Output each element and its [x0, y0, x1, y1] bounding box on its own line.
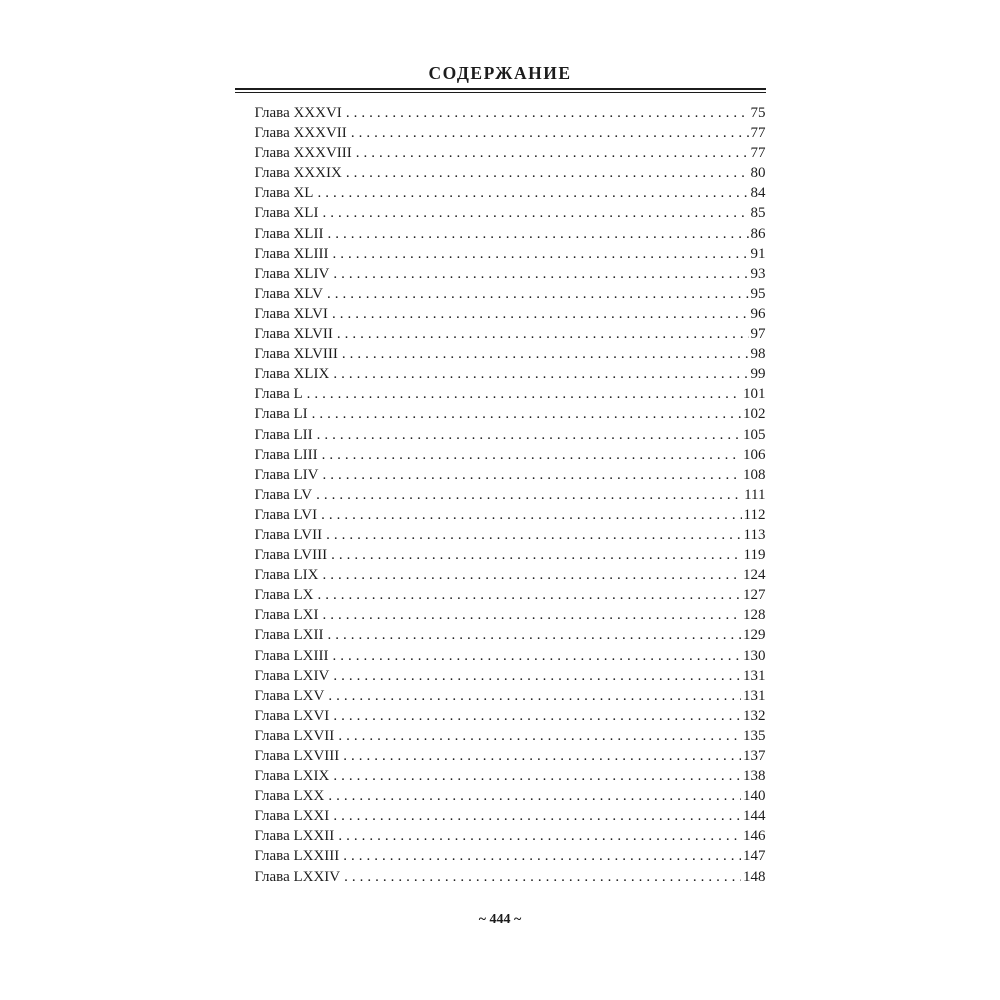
toc-entry — [255, 668, 766, 688]
toc-entry-label: Глава LXIII — [254, 647, 329, 664]
dot-leader — [327, 226, 748, 243]
toc-entry-page-number: 77 — [750, 125, 766, 142]
toc-entry-label: Глава LIII — [254, 446, 318, 463]
toc-entry — [255, 567, 766, 587]
dot-leader — [331, 547, 741, 564]
dot-leader — [356, 145, 749, 162]
toc-entry — [255, 607, 766, 627]
toc-entry — [255, 185, 766, 205]
dot-leader — [322, 447, 741, 464]
folio-page-number: ~ 444 ~ — [478, 911, 522, 927]
toc-entry — [255, 788, 766, 808]
toc-entry-label: Глава XLII — [254, 225, 324, 242]
toc-entry-label: Глава LIX — [254, 567, 319, 584]
toc-entry-page-number: 97 — [750, 326, 766, 343]
toc-entry — [255, 346, 766, 366]
toc-entry — [255, 427, 766, 447]
toc-entry-label: Глава XLVII — [254, 326, 333, 343]
toc-entry — [255, 627, 766, 647]
dot-leader — [317, 185, 748, 202]
toc-entry-label: Глава LI — [254, 406, 308, 423]
dot-leader — [333, 768, 741, 785]
toc-entry-page-number: 95 — [750, 285, 766, 302]
dot-leader — [322, 467, 741, 484]
dot-leader — [332, 306, 749, 323]
toc-entry-label: Глава LXII — [254, 627, 324, 644]
toc-entry-page-number: 80 — [750, 165, 766, 182]
toc-entry — [255, 527, 766, 547]
dot-leader — [346, 165, 749, 182]
dot-leader — [333, 668, 741, 685]
dot-leader — [327, 627, 741, 644]
dot-leader — [333, 366, 748, 383]
toc-entry-label: Глава LIV — [254, 466, 319, 483]
toc-entry-label: Глава LXXII — [254, 828, 335, 845]
toc-entry — [255, 406, 766, 426]
toc-entry — [255, 105, 766, 125]
toc-entry-page-number: 132 — [743, 707, 766, 724]
toc-entry-page-number: 99 — [750, 366, 766, 383]
toc-entry-label: Глава XXXIX — [254, 165, 342, 182]
toc-entry-page-number: 129 — [743, 627, 766, 644]
toc-entry-page-number: 93 — [750, 265, 766, 282]
toc-entry-label: Глава LXXIV — [254, 868, 341, 885]
toc-entry-label: Глава L — [254, 386, 303, 403]
toc-entry-page-number: 102 — [743, 406, 766, 423]
toc-entry — [255, 366, 766, 386]
toc-entry-label: Глава LX — [254, 587, 314, 604]
toc-entry — [255, 266, 766, 286]
toc-entry-page-number: 84 — [750, 185, 766, 202]
toc-entry — [255, 768, 766, 788]
dot-leader — [321, 507, 741, 524]
dot-leader — [317, 427, 741, 444]
toc-entry-label: Глава LVI — [254, 506, 318, 523]
dot-leader — [322, 205, 748, 222]
dot-leader — [343, 848, 741, 865]
toc-entry — [255, 246, 766, 266]
toc-entry-label: Глава XLVIII — [254, 346, 338, 363]
toc-entry — [255, 205, 766, 225]
toc-entry-page-number: 77 — [750, 145, 766, 162]
toc-entry-label: Глава XXXVII — [254, 125, 347, 142]
toc-entry-label: Глава LXXIII — [254, 848, 340, 865]
toc-entry-label: Глава XXXVI — [254, 105, 342, 121]
toc-entry-label: Глава XLVI — [254, 305, 328, 322]
toc-entry — [255, 326, 766, 346]
dot-leader — [328, 788, 741, 805]
toc-entry-label: Глава LXXI — [254, 808, 330, 825]
toc-entry-page-number: 106 — [743, 446, 766, 463]
toc-entry — [255, 708, 766, 728]
toc-entry-label: Глава LXI — [254, 607, 319, 624]
toc-entry-page-number: 127 — [743, 587, 766, 604]
toc-entry — [255, 648, 766, 668]
page-title: СОДЕРЖАНИЕ — [428, 63, 572, 83]
toc-entry-label: Глава XLIII — [254, 245, 329, 262]
toc-entry-page-number: 86 — [750, 225, 766, 242]
toc-entry-label: Глава LXIX — [254, 768, 330, 785]
toc-entry-page-number: 144 — [743, 808, 766, 825]
dot-leader — [351, 125, 749, 142]
dot-leader — [333, 808, 741, 825]
toc-entry — [255, 848, 766, 868]
toc-entry-label: Глава LXIV — [254, 667, 330, 684]
toc-entry — [255, 828, 766, 848]
toc-entry-label: Глава LXVII — [254, 727, 335, 744]
toc-entry-label: Глава LXVIII — [254, 748, 340, 764]
dot-leader — [322, 607, 741, 624]
toc-entry-label: Глава LV — [254, 486, 313, 503]
dot-leader — [316, 487, 742, 504]
toc-entry-label: Глава XLIV — [254, 265, 330, 282]
toc-entry — [255, 386, 766, 406]
dot-leader — [333, 266, 748, 283]
dot-leader — [342, 346, 749, 363]
toc-entry-page-number: 124 — [743, 567, 766, 584]
dot-leader — [327, 286, 749, 303]
toc-entry-label: Глава LXX — [254, 788, 325, 805]
toc-entry-page-number: 105 — [743, 426, 766, 443]
dot-leader — [346, 105, 749, 122]
toc-entry-page-number: 112 — [743, 506, 766, 523]
toc-entry-label: Глава LXVI — [254, 707, 330, 724]
toc-entry — [255, 808, 766, 828]
toc-entry — [255, 165, 766, 185]
dot-leader — [322, 567, 741, 584]
toc-entry-label: Глава XLI — [254, 205, 319, 222]
toc-entry-page-number: 128 — [743, 607, 766, 624]
toc-entry-page-number: 85 — [750, 205, 766, 222]
toc-entry-label: Глава LVIII — [254, 547, 328, 564]
toc-list — [235, 105, 766, 889]
toc-entry-page-number: 119 — [743, 547, 766, 564]
toc-entry — [255, 748, 766, 768]
toc-entry-page-number: 137 — [743, 748, 766, 764]
dot-leader — [338, 828, 741, 845]
dot-leader — [317, 587, 741, 604]
toc-entry — [255, 125, 766, 145]
toc-entry-page-number: 91 — [750, 245, 766, 262]
toc-entry-label: Глава LXV — [254, 687, 325, 704]
toc-entry-page-number: 101 — [743, 386, 766, 403]
toc-entry — [255, 226, 766, 246]
toc-entry-page-number: 135 — [743, 727, 766, 744]
toc-entry-label: Глава LII — [254, 426, 313, 443]
toc-entry-page-number: 131 — [743, 687, 766, 704]
dot-leader — [337, 326, 749, 343]
toc-entry-page-number: 75 — [750, 105, 766, 121]
toc-entry-page-number: 140 — [743, 788, 766, 805]
dot-leader — [326, 527, 741, 544]
dot-leader — [333, 708, 741, 725]
title-divider — [235, 88, 766, 93]
toc-entry-label: Глава LVII — [254, 526, 323, 543]
toc-entry-page-number: 130 — [743, 647, 766, 664]
toc-entry-page-number: 111 — [744, 486, 766, 503]
toc-entry-page-number: 131 — [743, 667, 766, 684]
toc-entry-page-number: 147 — [743, 848, 766, 865]
toc-entry — [255, 728, 766, 748]
dot-leader — [307, 386, 741, 403]
toc-entry — [255, 547, 766, 567]
dot-leader — [344, 869, 741, 886]
toc-entry-label: Глава XL — [254, 185, 314, 202]
toc-entry-page-number: 138 — [743, 768, 766, 785]
dot-leader — [332, 648, 741, 665]
toc-entry — [255, 306, 766, 326]
toc-entry — [255, 145, 766, 165]
toc-entry-page-number: 146 — [743, 828, 766, 845]
toc-entry — [255, 587, 766, 607]
toc-entry-page-number: 108 — [743, 466, 766, 483]
toc-entry-page-number: 96 — [750, 305, 766, 322]
toc-entry — [255, 688, 766, 708]
toc-entry-label: Глава XLV — [254, 285, 323, 302]
toc-entry — [255, 467, 766, 487]
dot-leader — [328, 688, 741, 705]
toc-entry-label: Глава XXXVIII — [254, 145, 352, 162]
toc-entry — [255, 869, 766, 889]
toc-entry-page-number: 148 — [743, 868, 766, 885]
toc-entry-label: Глава XLIX — [254, 366, 330, 383]
toc-entry-page-number: 113 — [743, 526, 766, 543]
dot-leader — [312, 406, 741, 423]
toc-page — [235, 0, 766, 929]
toc-entry — [255, 286, 766, 306]
dot-leader — [343, 748, 741, 765]
toc-entry — [255, 487, 766, 507]
toc-entry — [255, 447, 766, 467]
toc-entry-page-number: 98 — [750, 346, 766, 363]
dot-leader — [338, 728, 741, 745]
toc-entry — [255, 507, 766, 527]
dot-leader — [332, 246, 748, 263]
